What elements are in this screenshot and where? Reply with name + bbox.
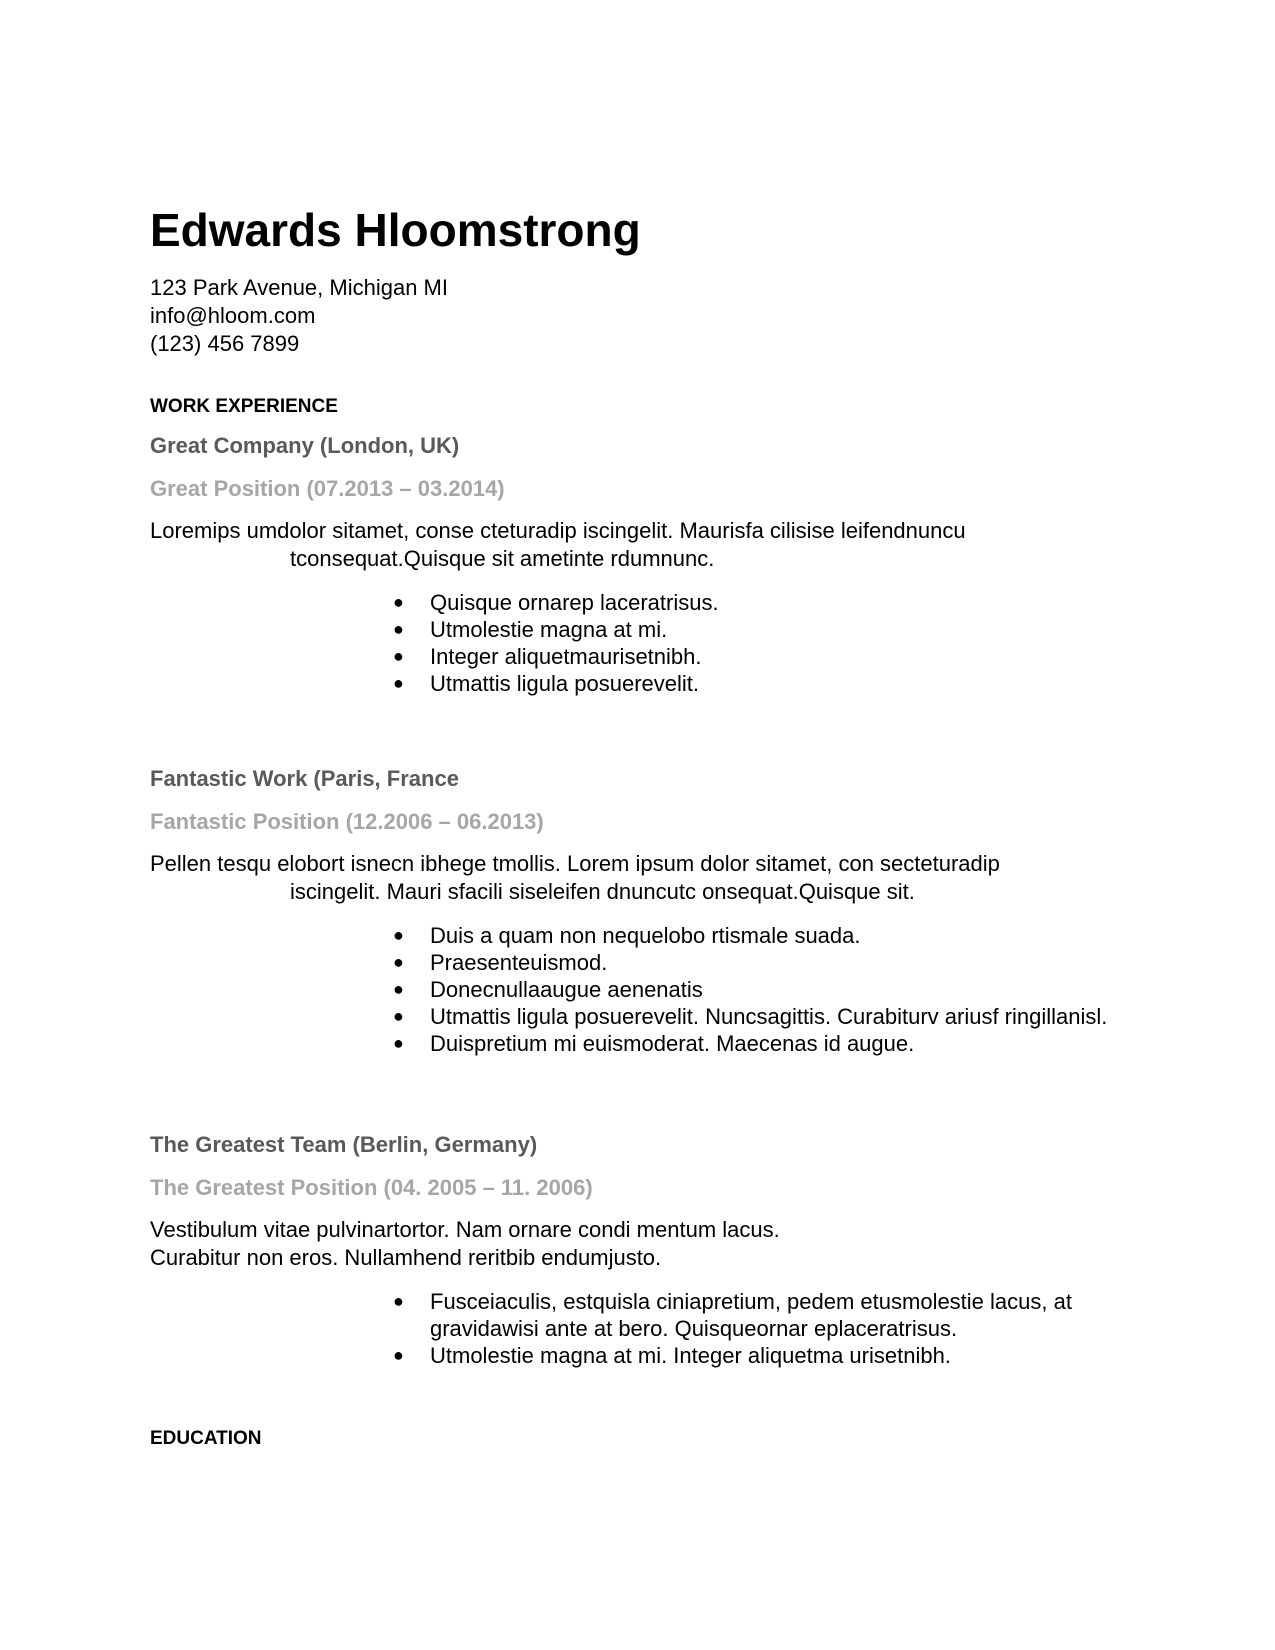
bullet-text: Integer aliquetmaurisetnibh. xyxy=(430,644,702,669)
position-title: The Greatest Position (04. 2005 – 11. 2006) xyxy=(150,1175,593,1200)
bullet-icon: ● xyxy=(393,673,404,693)
phone: (123) 456 7899 xyxy=(150,331,300,356)
bullet-icon: ● xyxy=(393,979,404,999)
bullet-item xyxy=(393,1003,1130,1030)
address: 123 Park Avenue, Michigan MI xyxy=(150,275,448,300)
bullet-icon: ● xyxy=(393,1006,404,1026)
company-name: The Greatest Team (Berlin, Germany) xyxy=(150,1132,538,1157)
job-entry xyxy=(150,1131,1150,1369)
bullet-text: Duispretium mi euismoderat. Maecenas id augue. xyxy=(430,1031,915,1056)
section-heading-education: EDUCATION xyxy=(150,1428,262,1449)
job-entry xyxy=(150,765,1150,1057)
bullet-text: Utmolestie magna at mi. Integer aliquetma urisetnibh. xyxy=(430,1343,951,1368)
position-title: Fantastic Position (12.2006 – 06.2013) xyxy=(150,809,544,834)
email: info@hloom.com xyxy=(150,303,316,328)
bullet-list xyxy=(150,1288,1150,1369)
bullet-list xyxy=(150,922,1150,1057)
description-line: tconsequat.Quisque sit ametinte rdumnunc. xyxy=(290,546,715,571)
bullet-item xyxy=(393,1288,1130,1342)
bullet-item xyxy=(393,670,1130,697)
job-description xyxy=(150,1216,1150,1272)
contact-block xyxy=(150,274,448,358)
job-description xyxy=(150,517,1150,573)
description-line: Pellen tesqu elobort isnecn ibhege tmollis. Lorem ipsum dolor sitamet, con secteturadip xyxy=(150,851,1000,876)
bullet-item xyxy=(393,922,1130,949)
candidate-name: Edwards Hloomstrong xyxy=(150,204,641,256)
description-line: Vestibulum vitae pulvinartortor. Nam ornare condi mentum lacus. xyxy=(150,1217,780,1242)
bullet-item xyxy=(393,976,1130,1003)
bullet-item xyxy=(393,589,1130,616)
bullet-icon: ● xyxy=(393,1033,404,1053)
bullet-icon: ● xyxy=(393,619,404,639)
company-name: Fantastic Work (Paris, France xyxy=(150,766,459,791)
section-heading-work-experience: WORK EXPERIENCE xyxy=(150,396,338,417)
bullet-item xyxy=(393,1030,1130,1057)
bullet-item xyxy=(393,643,1130,670)
description-line: iscingelit. Mauri sfacili siseleifen dnuncutc onsequat.Quisque sit. xyxy=(290,879,915,904)
bullet-text: Quisque ornarep laceratrisus. xyxy=(430,590,719,615)
bullet-icon: ● xyxy=(393,592,404,612)
description-line: Loremips umdolor sitamet, conse cteturadip iscingelit. Maurisfa cilisise leifendnuncu xyxy=(150,518,966,543)
bullet-icon: ● xyxy=(393,1345,404,1365)
bullet-text: Utmattis ligula posuerevelit. xyxy=(430,671,700,696)
bullet-list xyxy=(150,589,1150,697)
bullet-text: Praesenteuismod. xyxy=(430,950,608,975)
bullet-icon: ● xyxy=(393,1291,404,1311)
bullet-text: Donecnullaaugue aenenatis xyxy=(430,977,703,1002)
bullet-item xyxy=(393,949,1130,976)
company-name: Great Company (London, UK) xyxy=(150,433,460,458)
bullet-icon: ● xyxy=(393,952,404,972)
position-title: Great Position (07.2013 – 03.2014) xyxy=(150,476,505,501)
bullet-item xyxy=(393,616,1130,643)
description-line: Curabitur non eros. Nullamhend reritbib endumjusto. xyxy=(150,1245,662,1270)
bullet-item xyxy=(393,1342,1130,1369)
bullet-icon: ● xyxy=(393,646,404,666)
job-entry xyxy=(150,432,1150,697)
bullet-text: Duis a quam non nequelobo rtismale suada. xyxy=(430,923,861,948)
bullet-text: Utmolestie magna at mi. xyxy=(430,617,668,642)
bullet-text: Utmattis ligula posuerevelit. Nuncsagittis. Curabiturv ariusf ringillanisl. xyxy=(430,1004,1108,1029)
bullet-icon: ● xyxy=(393,925,404,945)
job-description xyxy=(150,850,1150,906)
bullet-text: Fusceiaculis, estquisla ciniapretium, pedem etusmolestie lacus, at gravidawisi ante at bero. Quisqueornar eplaceratrisus. xyxy=(430,1289,1072,1341)
